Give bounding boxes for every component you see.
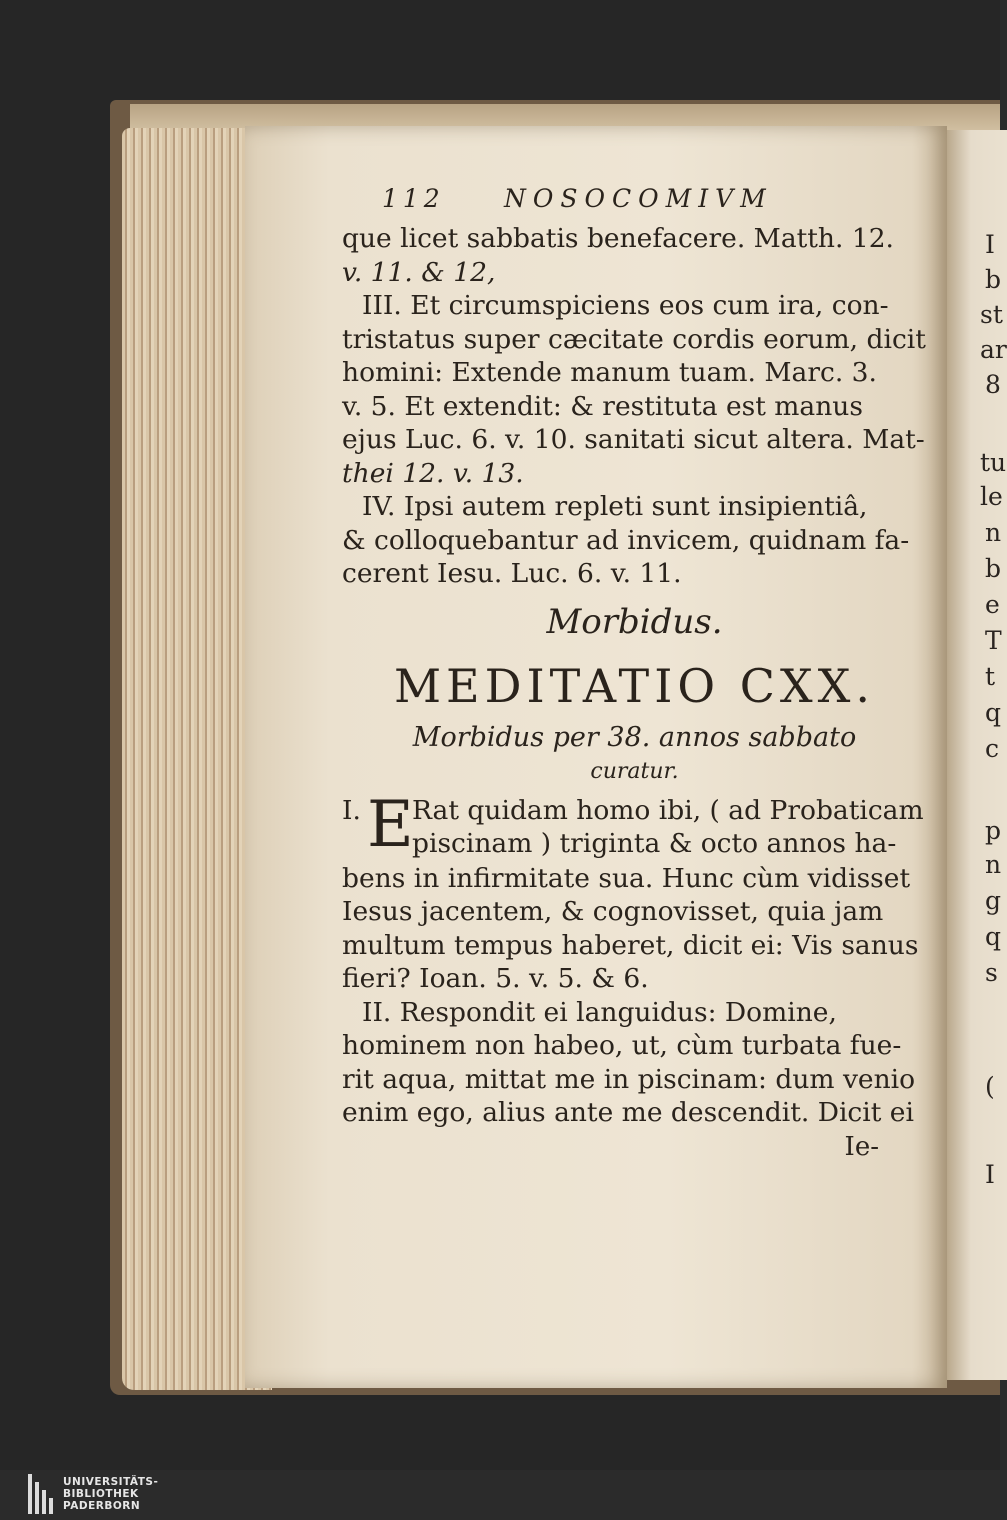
library-logo-text <box>63 1476 158 1512</box>
facing-page-fragment: 8 <box>985 370 1001 399</box>
facing-page-fragment: tu <box>980 448 1007 477</box>
meditation-subtitle-2: curatur. <box>590 758 679 784</box>
facing-page-fragment: e <box>985 590 1000 619</box>
text-line: IV. Ipsi autem repleti sunt insipientiâ, <box>362 491 868 522</box>
text-line: tristatus super cæcitate cordis eorum, dicit <box>342 323 926 355</box>
facing-page-fragment: c <box>985 734 1000 763</box>
meditation-title: MEDITATIO CXX. <box>393 658 876 713</box>
page-text <box>342 180 927 1164</box>
facing-page-fragment: s <box>985 958 998 987</box>
text-line: fieri? Ioan. 5. v. 5. & 6. <box>342 963 649 994</box>
text-line: cerent Iesu. Luc. 6. v. 11. <box>342 558 682 589</box>
facing-page-fragment: I <box>985 230 995 259</box>
facing-page-fragment: ( <box>985 1072 995 1101</box>
text-line: enim ego, alius ante me descendit. Dicit ei <box>342 1097 914 1128</box>
text-line: thei 12. v. 13. <box>342 457 524 489</box>
text-line: ejus Luc. 6. v. 10. sanitati sicut altera. Mat- <box>342 424 925 455</box>
catchword: Ie- <box>844 1131 879 1162</box>
text-line: II. Respondit ei languidus: Domine, <box>362 996 837 1028</box>
facing-page-fragment: ar <box>980 335 1007 364</box>
meditation-subtitle: Morbidus per 38. annos sabbato <box>412 721 857 753</box>
facing-page-fragment: q <box>985 922 1002 951</box>
text-line: III. Et circumspiciens eos cum ira, con- <box>362 290 889 321</box>
first-paragraph-opening <box>342 787 927 862</box>
text-line: multum tempus haberet, dicit ei: Vis sanus <box>342 929 919 961</box>
facing-page-fragment: q <box>985 698 1002 727</box>
text-line: Iesus jacentem, & cognovisset, quia jam <box>342 896 884 927</box>
library-logo-icon <box>28 1474 53 1514</box>
text-line: rit aqua, mittat me in piscinam: dum venio <box>342 1063 916 1095</box>
text-line: homini: Extende manum tuam. Marc. 3. <box>342 357 877 388</box>
facing-page-fragment: n <box>985 518 1002 547</box>
facing-page-fragment: st <box>980 300 1003 329</box>
text-line: v. 5. Et extendit: & restituta est manus <box>342 390 863 422</box>
library-logo-line: UNIVERSITÄTS- <box>63 1476 159 1488</box>
text-line: que licet sabbatis benefacere. Matth. 12. <box>342 223 894 254</box>
text-line: piscinam ) triginta & octo annos ha- <box>412 827 897 859</box>
facing-page-edge <box>947 130 1007 1380</box>
facing-page-fragment: I <box>985 1160 995 1189</box>
text-line: & colloquebantur ad invicem, quidnam fa- <box>342 524 910 556</box>
page-number: 112 <box>382 184 445 213</box>
text-line: bens in infirmitate sua. Hunc cùm vidisset <box>342 862 911 894</box>
text-line: hominem non habeo, ut, cùm turbata fue- <box>342 1030 902 1061</box>
text-line: Rat quidam homo ibi, ( ad Probaticam <box>412 794 924 826</box>
drop-cap: E <box>367 787 414 862</box>
facing-page-fragment: n <box>985 850 1002 879</box>
section-title: Morbidus. <box>546 601 723 642</box>
facing-page-fragment: le <box>980 482 1003 511</box>
facing-page-fragment: b <box>985 554 1002 583</box>
text-line: v. 11. & 12, <box>342 256 496 288</box>
facing-page-fragment: t <box>985 662 996 691</box>
running-title: NOSOCOMIVM <box>504 184 773 213</box>
facing-page-fragment: p <box>985 816 1002 845</box>
facing-page-fragment: b <box>985 265 1002 294</box>
paragraph-numeral: I. <box>342 794 361 826</box>
library-logo <box>28 1474 158 1514</box>
facing-page-fragment: T <box>985 626 1002 655</box>
running-header <box>342 180 927 222</box>
library-logo-line: BIBLIOTHEK <box>63 1488 139 1500</box>
facing-page-fragment: g <box>985 886 1002 915</box>
library-logo-line: PADERBORN <box>63 1500 141 1512</box>
